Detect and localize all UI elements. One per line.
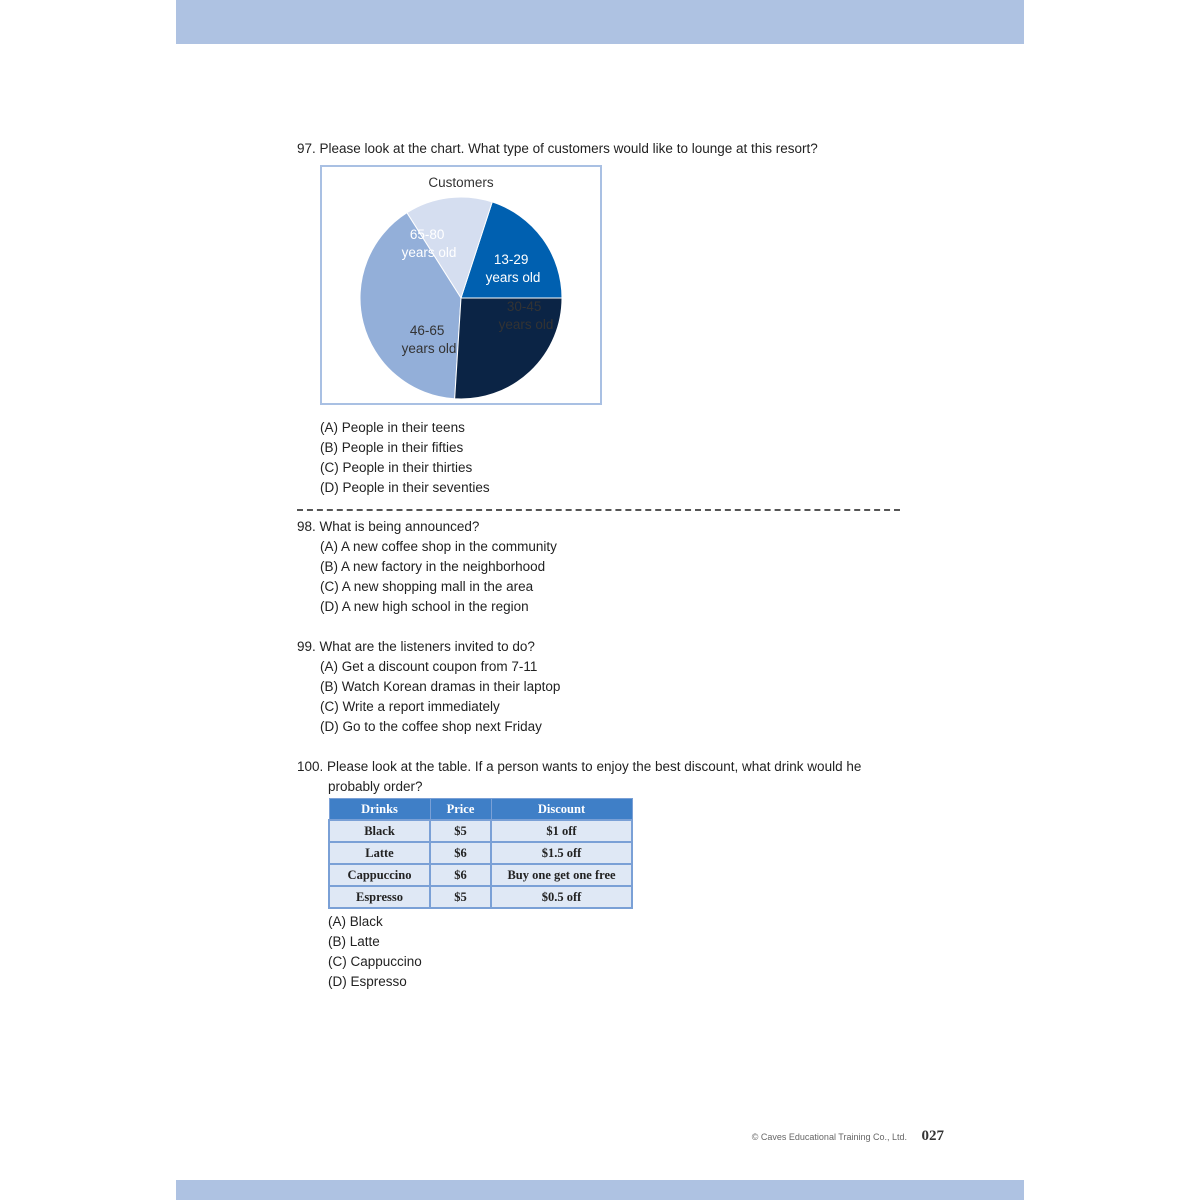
- dashed-divider: [297, 509, 900, 511]
- q99-option-c[interactable]: (C) Write a report immediately: [320, 699, 500, 714]
- slice-label-13-29: 13-29 years old: [485, 252, 541, 285]
- q97-option-a[interactable]: (A) People in their teens: [320, 420, 465, 435]
- cell-discount: $1 off: [491, 820, 632, 842]
- q98-block: [297, 517, 557, 617]
- cell-drink: Latte: [329, 842, 430, 864]
- drinks-table: [328, 798, 633, 909]
- cell-price: $6: [430, 842, 491, 864]
- slice-label-46-65: 46-65 years old: [401, 323, 457, 356]
- table-row: [329, 886, 632, 908]
- q98-option-d[interactable]: (D) A new high school in the region: [320, 599, 529, 614]
- q100-option-d[interactable]: (D) Espresso: [328, 974, 407, 989]
- customers-pie-chart: [320, 165, 602, 405]
- q100-option-c[interactable]: (C) Cappuccino: [328, 954, 422, 969]
- header-discount: Discount: [491, 799, 632, 821]
- cell-discount: $0.5 off: [491, 886, 632, 908]
- table-header-row: [329, 799, 632, 821]
- q98-option-b[interactable]: (B) A new factory in the neighborhood: [320, 559, 546, 574]
- cell-drink: Cappuccino: [329, 864, 430, 886]
- table-row: [329, 820, 632, 842]
- q100-question: [297, 757, 861, 797]
- q99-option-d[interactable]: (D) Go to the coffee shop next Friday: [320, 719, 542, 734]
- q100-option-a[interactable]: (A) Black: [328, 914, 383, 929]
- q97-option-b[interactable]: (B) People in their fifties: [320, 440, 464, 455]
- q99-question: 99. What are the listeners invited to do?: [297, 639, 535, 654]
- q97-question: 97. Please look at the chart. What type of customers would like to lounge at this resort?: [297, 141, 818, 156]
- q97-option-d[interactable]: (D) People in their seventies: [320, 480, 490, 495]
- q100-option-b[interactable]: (B) Latte: [328, 934, 380, 949]
- q99-block: [297, 637, 560, 737]
- q100-question-line2: probably order?: [328, 779, 423, 794]
- cell-drink: Black: [329, 820, 430, 842]
- cell-price: $5: [430, 886, 491, 908]
- copyright-text: © Caves Educational Training Co., Ltd.: [751, 1132, 907, 1142]
- cell-price: $5: [430, 820, 491, 842]
- bottom-color-band: [176, 1180, 1024, 1200]
- chart-title: Customers: [428, 175, 494, 190]
- cell-discount: $1.5 off: [491, 842, 632, 864]
- pie-slices: [360, 197, 562, 399]
- cell-price: $6: [430, 864, 491, 886]
- header-drinks: Drinks: [329, 799, 430, 821]
- page-number: 027: [921, 1128, 944, 1144]
- slice-label-65-80: 65-80 years old: [401, 227, 457, 260]
- slice-label-30-45: 30-45 years old: [498, 299, 554, 332]
- page-footer: [752, 1128, 944, 1145]
- q98-question: 98. What is being announced?: [297, 519, 480, 534]
- table-row: [329, 864, 632, 886]
- q97-options: [320, 418, 490, 498]
- q98-option-a[interactable]: (A) A new coffee shop in the community: [320, 539, 557, 554]
- document-page: [176, 0, 1024, 1200]
- q100-question-line1: 100. Please look at the table. If a person wants to enjoy the best discount, what drink would he: [297, 759, 862, 774]
- q100-options: [328, 912, 422, 992]
- q99-option-a[interactable]: (A) Get a discount coupon from 7-11: [320, 659, 538, 674]
- q97-option-c[interactable]: (C) People in their thirties: [320, 460, 473, 475]
- header-price: Price: [430, 799, 491, 821]
- pie-chart-svg: [322, 167, 600, 403]
- q99-option-b[interactable]: (B) Watch Korean dramas in their laptop: [320, 679, 561, 694]
- top-color-band: [176, 0, 1024, 44]
- q97-text: [297, 139, 818, 159]
- table-row: [329, 842, 632, 864]
- cell-discount: Buy one get one free: [491, 864, 632, 886]
- cell-drink: Espresso: [329, 886, 430, 908]
- q98-option-c[interactable]: (C) A new shopping mall in the area: [320, 579, 534, 594]
